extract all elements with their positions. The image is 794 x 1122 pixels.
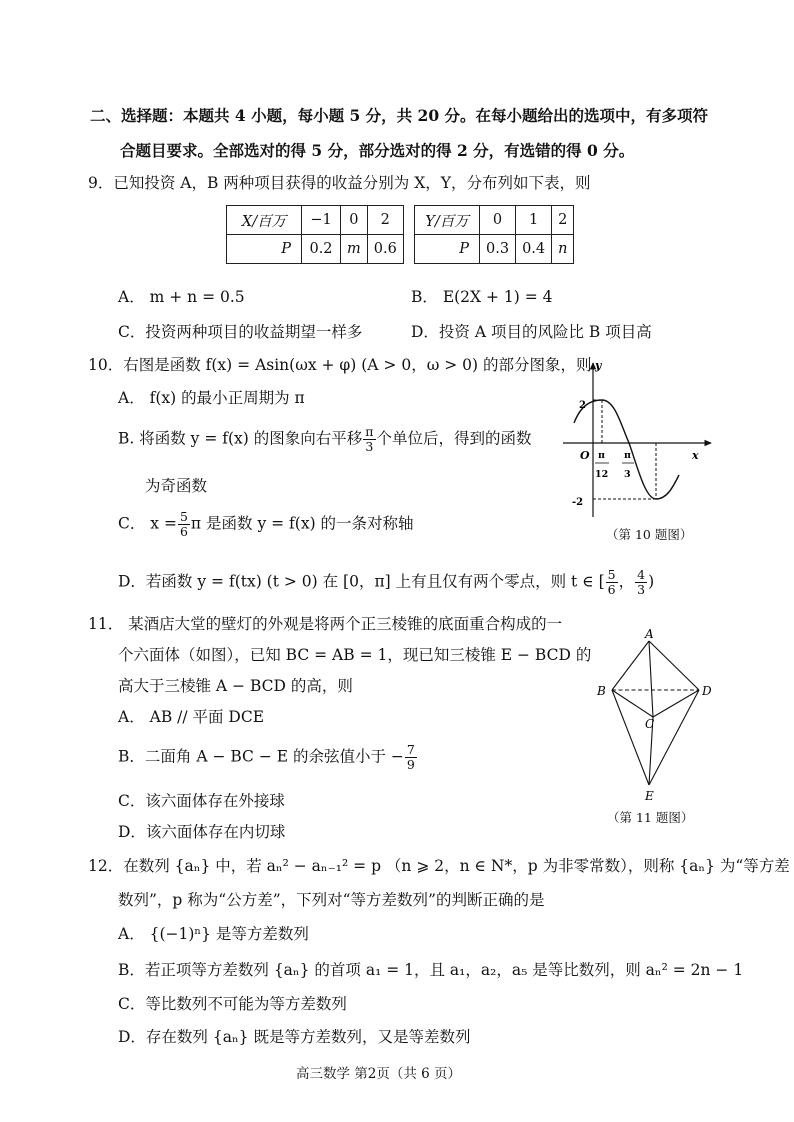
- tick1-numerator: π: [598, 450, 605, 461]
- table-cell: 0.3: [480, 235, 516, 264]
- q11-option-b-text: B．二面角 A − BC − E 的余弦值小于 −: [118, 747, 404, 766]
- q9-option-c: C．投资两种项目的收益期望一样多: [118, 323, 363, 341]
- q10-option-b-fraction: [363, 425, 375, 454]
- y-min-label: -2: [572, 497, 584, 508]
- y-max-label: 2: [579, 400, 586, 411]
- fraction-numerator: 7: [406, 742, 415, 757]
- fraction-denominator: 3: [365, 439, 374, 454]
- q10-option-d: [118, 568, 654, 597]
- edge-bc: [612, 690, 653, 717]
- vertex-e-label: E: [645, 789, 654, 803]
- table-cell: −1: [302, 206, 341, 235]
- section-header-line2: 合题目要求。全部选对的得 5 分，部分选对的得 2 分，有选错的得 0 分。: [120, 141, 635, 160]
- q10-option-c-text2: π 是函数 y = f(x) 的一条对称轴: [190, 514, 414, 533]
- q10-sine-graph: [555, 355, 725, 525]
- q10-option-c-text1: C． x =: [118, 514, 177, 533]
- table-cell: 2: [552, 206, 574, 235]
- table-cell: 0.6: [367, 235, 403, 264]
- q12-option-d: D．存在数列 {aₙ} 既是等方差数列，又是等差数列: [118, 1028, 471, 1046]
- q10-option-b-line2: 为奇函数: [145, 477, 208, 495]
- origin-label: O: [580, 449, 590, 462]
- table-cell: 2: [367, 206, 403, 235]
- table-cell: Y/百万: [415, 206, 480, 235]
- table-cell: P: [227, 235, 302, 264]
- q11-figure-caption: （第 11 题图）: [607, 810, 694, 825]
- q10-option-d-fraction1: [606, 568, 618, 597]
- table-cell: 0: [480, 206, 516, 235]
- q10-option-b-line1: [118, 425, 532, 454]
- q10-option-b-text1: B. 将函数 y = f(x) 的图象向右平移: [118, 429, 363, 448]
- fraction-denominator: 9: [406, 757, 415, 772]
- y-axis-label: y: [595, 359, 602, 372]
- q10-figure-caption: （第 10 题图）: [606, 527, 693, 542]
- vertex-b-label: B: [597, 684, 606, 698]
- q12-stem-line1: 12．在数列 {aₙ} 中，若 aₙ² − aₙ₋₁² = p （n ⩾ 2，n ∈ N*，p 为非零常数），则称 {aₙ} 为“等方差: [88, 857, 790, 875]
- q10-option-d-separator: ，: [618, 572, 635, 591]
- fraction-numerator: 4: [637, 567, 646, 582]
- q10-option-a: A． f(x) 的最小正周期为 π: [118, 389, 305, 407]
- q11-stem-line2: 个六面体（如图），已知 BC = AB = 1，现已知三棱锥 E − BCD 的: [118, 646, 592, 664]
- section-header-line1: 二、选择题：本题共 4 小题，每小题 5 分，共 20 分。在每小题给出的选项中，有多项符: [90, 106, 709, 125]
- q12-option-b: B．若正项等方差数列 {aₙ} 的首项 a₁ = 1，且 a₁，a₂，a₅ 是等比数列，则 aₙ² = 2n − 1: [118, 961, 744, 979]
- fraction-numerator: 5: [607, 567, 616, 582]
- q10-option-c: [118, 510, 414, 539]
- edge-be: [612, 690, 649, 785]
- table-cell: P: [415, 235, 480, 264]
- q9-table-y: [414, 205, 574, 264]
- q11-option-c: C．该六面体存在外接球: [118, 792, 285, 810]
- q12-option-a: A． {(−1)ⁿ} 是等方差数列: [118, 925, 309, 943]
- fraction-numerator: π: [365, 424, 374, 439]
- q10-option-d-text1: D．若函数 y = f(tx) (t > 0) 在 [0，π] 上有且仅有两个零点，则 t ∈ [: [118, 572, 605, 591]
- fraction-numerator: 5: [179, 509, 188, 524]
- fraction-denominator: 6: [607, 582, 616, 597]
- tick2-numerator: π: [624, 450, 631, 461]
- vertex-d-label: D: [702, 684, 712, 698]
- x-axis-label: x: [692, 449, 699, 462]
- q9-option-b: B． E(2X + 1) = 4: [411, 288, 553, 306]
- edge-ab: [612, 641, 649, 690]
- q12-option-c: C．等比数列不可能为等方差数列: [118, 995, 347, 1013]
- edge-ac: [649, 641, 653, 717]
- tick2-denominator: 3: [624, 469, 631, 480]
- fraction-denominator: 3: [637, 582, 646, 597]
- table-cell: 0.2: [302, 235, 341, 264]
- table-cell: 0.4: [516, 235, 552, 264]
- q11-stem-line3: 高大于三棱锥 A − BCD 的高，则: [118, 677, 353, 695]
- page-footer: 高三数学 第2页（共 6 页）: [296, 1066, 462, 1082]
- q9-option-d: D．投资 A 项目的风险比 B 项目高: [411, 323, 652, 341]
- q9-table-x: [226, 205, 404, 264]
- q11-option-b-fraction: [405, 743, 417, 772]
- q11-stem-line1: 11． 某酒店大堂的壁灯的外观是将两个正三棱锥的底面重合构成的一: [88, 615, 563, 633]
- vertex-c-label: C: [645, 717, 655, 731]
- fraction-denominator: 6: [179, 524, 188, 539]
- q10-option-d-text2: ): [648, 572, 655, 591]
- q11-option-d: D．该六面体存在内切球: [118, 823, 286, 841]
- edge-ad: [649, 641, 699, 690]
- q9-option-a: A． m + n = 0.5: [118, 288, 245, 306]
- table-cell: X/百万: [227, 206, 302, 235]
- q11-hexahedron-figure: [590, 625, 720, 805]
- table-cell: n: [552, 235, 574, 264]
- q10-option-d-fraction2: [635, 568, 647, 597]
- vertex-a-label: A: [645, 627, 654, 641]
- q10-option-b-text2: 个单位后，得到的函数: [376, 429, 532, 448]
- q10-option-c-fraction: [178, 510, 190, 539]
- table-cell: m: [341, 235, 368, 264]
- q11-option-b: [118, 743, 418, 772]
- tick1-denominator: 12: [595, 469, 609, 480]
- q10-stem: 10．右图是函数 f(x) = Asin(ωx + φ) (A > 0，ω > 0) 的部分图象，则: [88, 356, 592, 374]
- q9-stem: 9．已知投资 A，B 两种项目获得的收益分别为 X，Y，分布列如下表，则: [88, 174, 591, 192]
- q11-option-a: A． AB // 平面 DCE: [118, 708, 265, 726]
- table-cell: 0: [341, 206, 368, 235]
- q12-stem-line2: 数列”，p 称为“公方差”，下列对“等方差数列”的判断正确的是: [118, 891, 545, 909]
- table-cell: 1: [516, 206, 552, 235]
